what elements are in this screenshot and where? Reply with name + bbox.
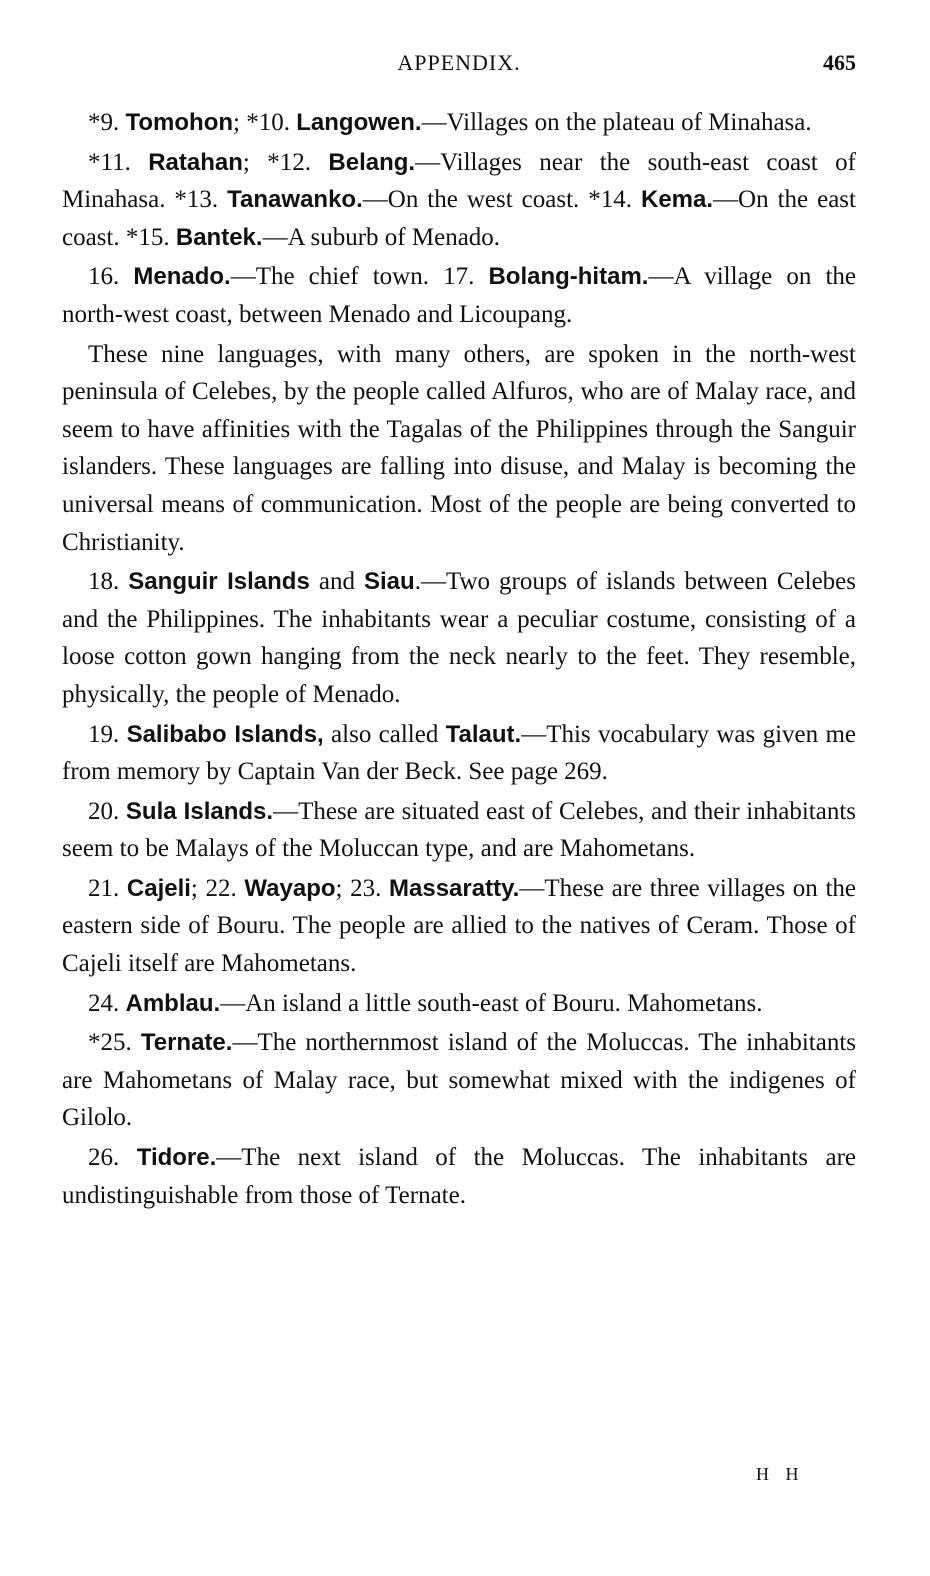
text-run: 26. [88, 1144, 137, 1172]
text-run: —This vocabulary was given me from memory by Captain Van der Beck. See page 269. [62, 720, 856, 786]
text-run: 19. [88, 720, 127, 748]
paragraph [62, 985, 856, 1023]
paragraph [62, 793, 856, 868]
text-run: ; 22. [190, 874, 245, 902]
page-number: 465 [823, 50, 856, 75]
bold-term: Ratahan [148, 148, 243, 176]
bold-term: Massaratty. [389, 874, 520, 902]
text-run: .—Two groups of islands between Celebes and the Philippines. The inhabitants wear a peculiar costume, consisting of a loose cotton gown hanging from the neck nearly to the feet. They resemble, physically, the people of Menado. [62, 568, 856, 708]
bold-term: Bantek. [175, 223, 263, 251]
text-run: —A suburb of Menado. [262, 223, 501, 251]
text-run: —On the west coast. *14. [362, 186, 641, 214]
text-run: and [309, 568, 364, 596]
bold-term: Wayapo [244, 874, 336, 902]
bold-term: Talaut. [445, 720, 522, 748]
bold-term: Tomohon [125, 109, 234, 136]
text-run: 24. [88, 989, 126, 1017]
text-run: —On the east coast. *15. [62, 186, 856, 251]
bold-term: Ternate. [140, 1029, 233, 1057]
text-run: —The chief town. 17. [230, 263, 489, 291]
bold-term: Tidore. [136, 1144, 217, 1172]
paragraph [62, 104, 856, 142]
bold-term: Bolang-hitam. [488, 263, 649, 291]
text-run: ; 23. [335, 874, 390, 902]
running-head [62, 50, 856, 80]
text-run: —The northernmost island of the Moluccas. The inhabitants are Mahometans of Malay race, but somewhat mixed with the indigenes of Gilolo. [62, 1029, 857, 1132]
bold-term: Langowen. [296, 109, 422, 136]
paragraph [62, 563, 856, 713]
text-run: *25. [88, 1029, 141, 1057]
text-run: —The next island of the Moluccas. The inhabitants are undistinguishable from those of Ternate. [62, 1144, 857, 1209]
signature-mark: H H [756, 1464, 805, 1484]
bold-term: Salibabo Islands, [126, 720, 324, 748]
text-run: *9. [88, 109, 126, 136]
bold-term: Tanawanko. [227, 186, 363, 214]
paragraph [62, 258, 856, 333]
text-run: *11. [88, 148, 149, 176]
bold-term: Sula Islands. [125, 797, 274, 825]
text-run: ; *12. [242, 148, 329, 176]
text-run: —These are three villages on the eastern side of Bouru. The people are allied to the natives of Ceram. Those of Cajeli itself are Mahometans. [62, 874, 856, 978]
bold-term: Sanguir Islands [128, 568, 310, 596]
paragraph [62, 716, 856, 791]
text-run: 16. [88, 263, 134, 291]
text-run: —An island a little south-east of Bouru. Mahometans. [220, 989, 763, 1017]
text-run: ; *10. [233, 109, 297, 136]
text-run: These nine languages, with many others, are spoken in the north-west peninsula of Celebes, by the people called Alfuros, who are of Malay race, and seem to have affinities with the Tagalas of the Philippines through the Sanguir islanders. These languages are falling into disuse, and Malay is becoming the universal means of communication. Most of the people are being converted to Christianity. [62, 340, 856, 556]
bold-term: Menado. [133, 263, 231, 291]
bold-term: Siau [364, 568, 415, 596]
text-run: —These are situated east of Celebes, and their inhabitants seem to be Malays of the Moluccan type, and are Mahometans. [62, 797, 857, 863]
text-run: also called [323, 720, 446, 748]
text-run: 20. [88, 797, 126, 825]
text-run: —A village on the north-west coast, between Menado and Licoupang. [62, 263, 857, 328]
running-head-title: APPENDIX. [397, 50, 521, 75]
paragraph [62, 870, 856, 983]
text-run: 21. [88, 874, 127, 902]
bold-term: Amblau. [125, 989, 221, 1017]
paragraph [62, 1139, 856, 1214]
paragraph [62, 144, 856, 257]
bold-term: Cajeli [126, 874, 191, 902]
text-run: 18. [88, 568, 129, 596]
bold-term: Kema. [641, 186, 714, 214]
body-text [62, 104, 856, 1216]
bold-term: Belang. [328, 148, 416, 176]
text-run: —Villages near the south-east coast of Minahasa. *13. [62, 148, 856, 214]
text-run: —Villages on the plateau of Minahasa. [421, 109, 812, 136]
paragraph [62, 1024, 856, 1137]
paragraph [62, 336, 856, 562]
